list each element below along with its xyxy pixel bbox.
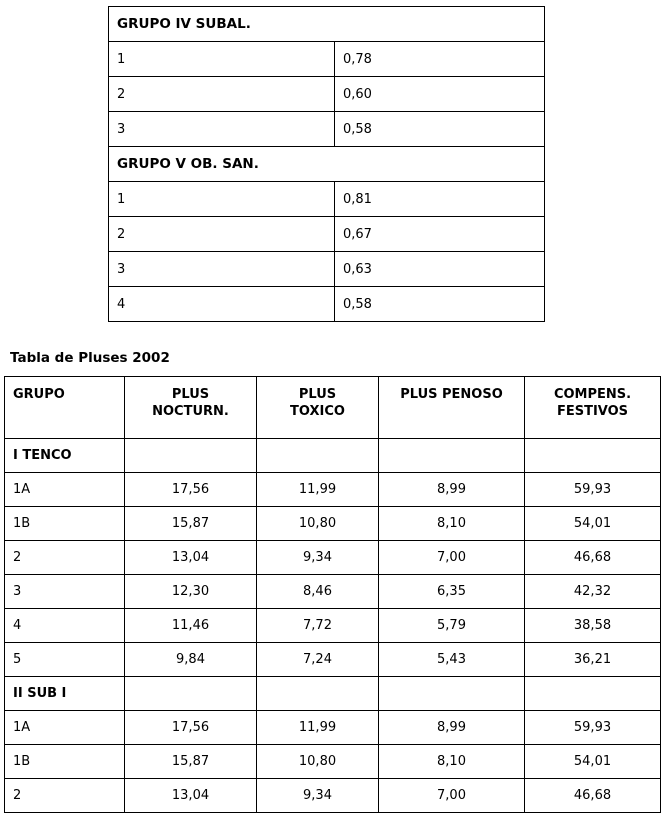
table-row [109, 182, 545, 217]
amount-cell: 6,35 [379, 575, 525, 609]
group-title: GRUPO V OB. SAN. [109, 147, 545, 182]
amount-cell: 42,32 [525, 575, 661, 609]
amount-cell: 17,56 [125, 711, 257, 745]
amount-cell: 46,68 [525, 541, 661, 575]
pluses-table [4, 376, 661, 813]
table-row [109, 42, 545, 77]
column-header-line: NOCTURN. [152, 404, 229, 419]
amount-cell: 54,01 [525, 507, 661, 541]
amount-cell: 7,00 [379, 779, 525, 813]
table-row [5, 575, 661, 609]
amount-cell: 9,34 [257, 541, 379, 575]
section-title: II SUB I [5, 677, 125, 711]
amount-cell: 7,00 [379, 541, 525, 575]
table-row [109, 77, 545, 112]
amount-cell: 13,04 [125, 541, 257, 575]
amount-cell: 5,79 [379, 609, 525, 643]
amount-cell: 10,80 [257, 745, 379, 779]
table-row [5, 507, 661, 541]
group-cell: 1B [5, 745, 125, 779]
amount-cell: 10,80 [257, 507, 379, 541]
amount-cell: 59,93 [525, 711, 661, 745]
amount-cell: 5,43 [379, 643, 525, 677]
table-row [109, 112, 545, 147]
amount-cell: 15,87 [125, 507, 257, 541]
value-cell: 0,81 [335, 182, 545, 217]
empty-cell [525, 439, 661, 473]
table-row [5, 473, 661, 507]
group-cell: 4 [5, 609, 125, 643]
table-row [5, 745, 661, 779]
group-cell: 1B [5, 507, 125, 541]
column-header [257, 377, 379, 439]
section-row [5, 677, 661, 711]
group-cell: 1A [5, 711, 125, 745]
amount-cell: 9,34 [257, 779, 379, 813]
table-row [109, 287, 545, 322]
group-cell: 5 [5, 643, 125, 677]
value-cell: 0,67 [335, 217, 545, 252]
amount-cell: 59,93 [525, 473, 661, 507]
empty-cell [525, 677, 661, 711]
amount-cell: 8,46 [257, 575, 379, 609]
empty-cell [257, 439, 379, 473]
group-cell: 2 [5, 541, 125, 575]
table-row [5, 643, 661, 677]
column-header [125, 377, 257, 439]
pluses-table-caption: Tabla de Pluses 2002 [10, 350, 170, 366]
level-cell: 1 [109, 42, 335, 77]
amount-cell: 8,99 [379, 473, 525, 507]
table-row [109, 217, 545, 252]
empty-cell [257, 677, 379, 711]
empty-cell [125, 439, 257, 473]
amount-cell: 8,10 [379, 507, 525, 541]
empty-cell [379, 439, 525, 473]
level-cell: 1 [109, 182, 335, 217]
table-row [5, 711, 661, 745]
column-header-line: COMPENS. [553, 387, 632, 402]
column-header-line: FESTIVOS [556, 404, 629, 419]
table-row [5, 609, 661, 643]
table-row [5, 541, 661, 575]
group-cell: 1A [5, 473, 125, 507]
column-header-line: PLUS [171, 387, 210, 402]
value-cell: 0,58 [335, 287, 545, 322]
column-header-line: GRUPO [13, 387, 65, 402]
column-header [525, 377, 661, 439]
section-title: I TENCO [5, 439, 125, 473]
group-header-row [109, 7, 545, 42]
empty-cell [125, 677, 257, 711]
value-cell: 0,78 [335, 42, 545, 77]
amount-cell: 54,01 [525, 745, 661, 779]
amount-cell: 11,99 [257, 711, 379, 745]
value-cell: 0,60 [335, 77, 545, 112]
empty-cell [379, 677, 525, 711]
table-row [109, 252, 545, 287]
group-header-row [109, 147, 545, 182]
amount-cell: 11,46 [125, 609, 257, 643]
amount-cell: 46,68 [525, 779, 661, 813]
level-cell: 2 [109, 77, 335, 112]
amount-cell: 11,99 [257, 473, 379, 507]
amount-cell: 8,99 [379, 711, 525, 745]
level-cell: 3 [109, 112, 335, 147]
header-row [5, 377, 661, 439]
amount-cell: 9,84 [125, 643, 257, 677]
section-row [5, 439, 661, 473]
amount-cell: 13,04 [125, 779, 257, 813]
value-cell: 0,58 [335, 112, 545, 147]
amount-cell: 17,56 [125, 473, 257, 507]
amount-cell: 12,30 [125, 575, 257, 609]
group-cell: 2 [5, 779, 125, 813]
column-header-line: PLUS [298, 387, 337, 402]
column-header [5, 377, 125, 439]
amount-cell: 36,21 [525, 643, 661, 677]
column-header [379, 377, 525, 439]
amount-cell: 38,58 [525, 609, 661, 643]
amount-cell: 7,24 [257, 643, 379, 677]
value-cell: 0,63 [335, 252, 545, 287]
column-header-line: TOXICO [290, 404, 345, 419]
level-cell: 2 [109, 217, 335, 252]
amount-cell: 8,10 [379, 745, 525, 779]
group-cell: 3 [5, 575, 125, 609]
factor-table [108, 6, 545, 322]
column-header-line: PLUS PENOSO [400, 387, 503, 402]
amount-cell: 7,72 [257, 609, 379, 643]
table-row [5, 779, 661, 813]
group-title: GRUPO IV SUBAL. [109, 7, 545, 42]
amount-cell: 15,87 [125, 745, 257, 779]
level-cell: 3 [109, 252, 335, 287]
level-cell: 4 [109, 287, 335, 322]
